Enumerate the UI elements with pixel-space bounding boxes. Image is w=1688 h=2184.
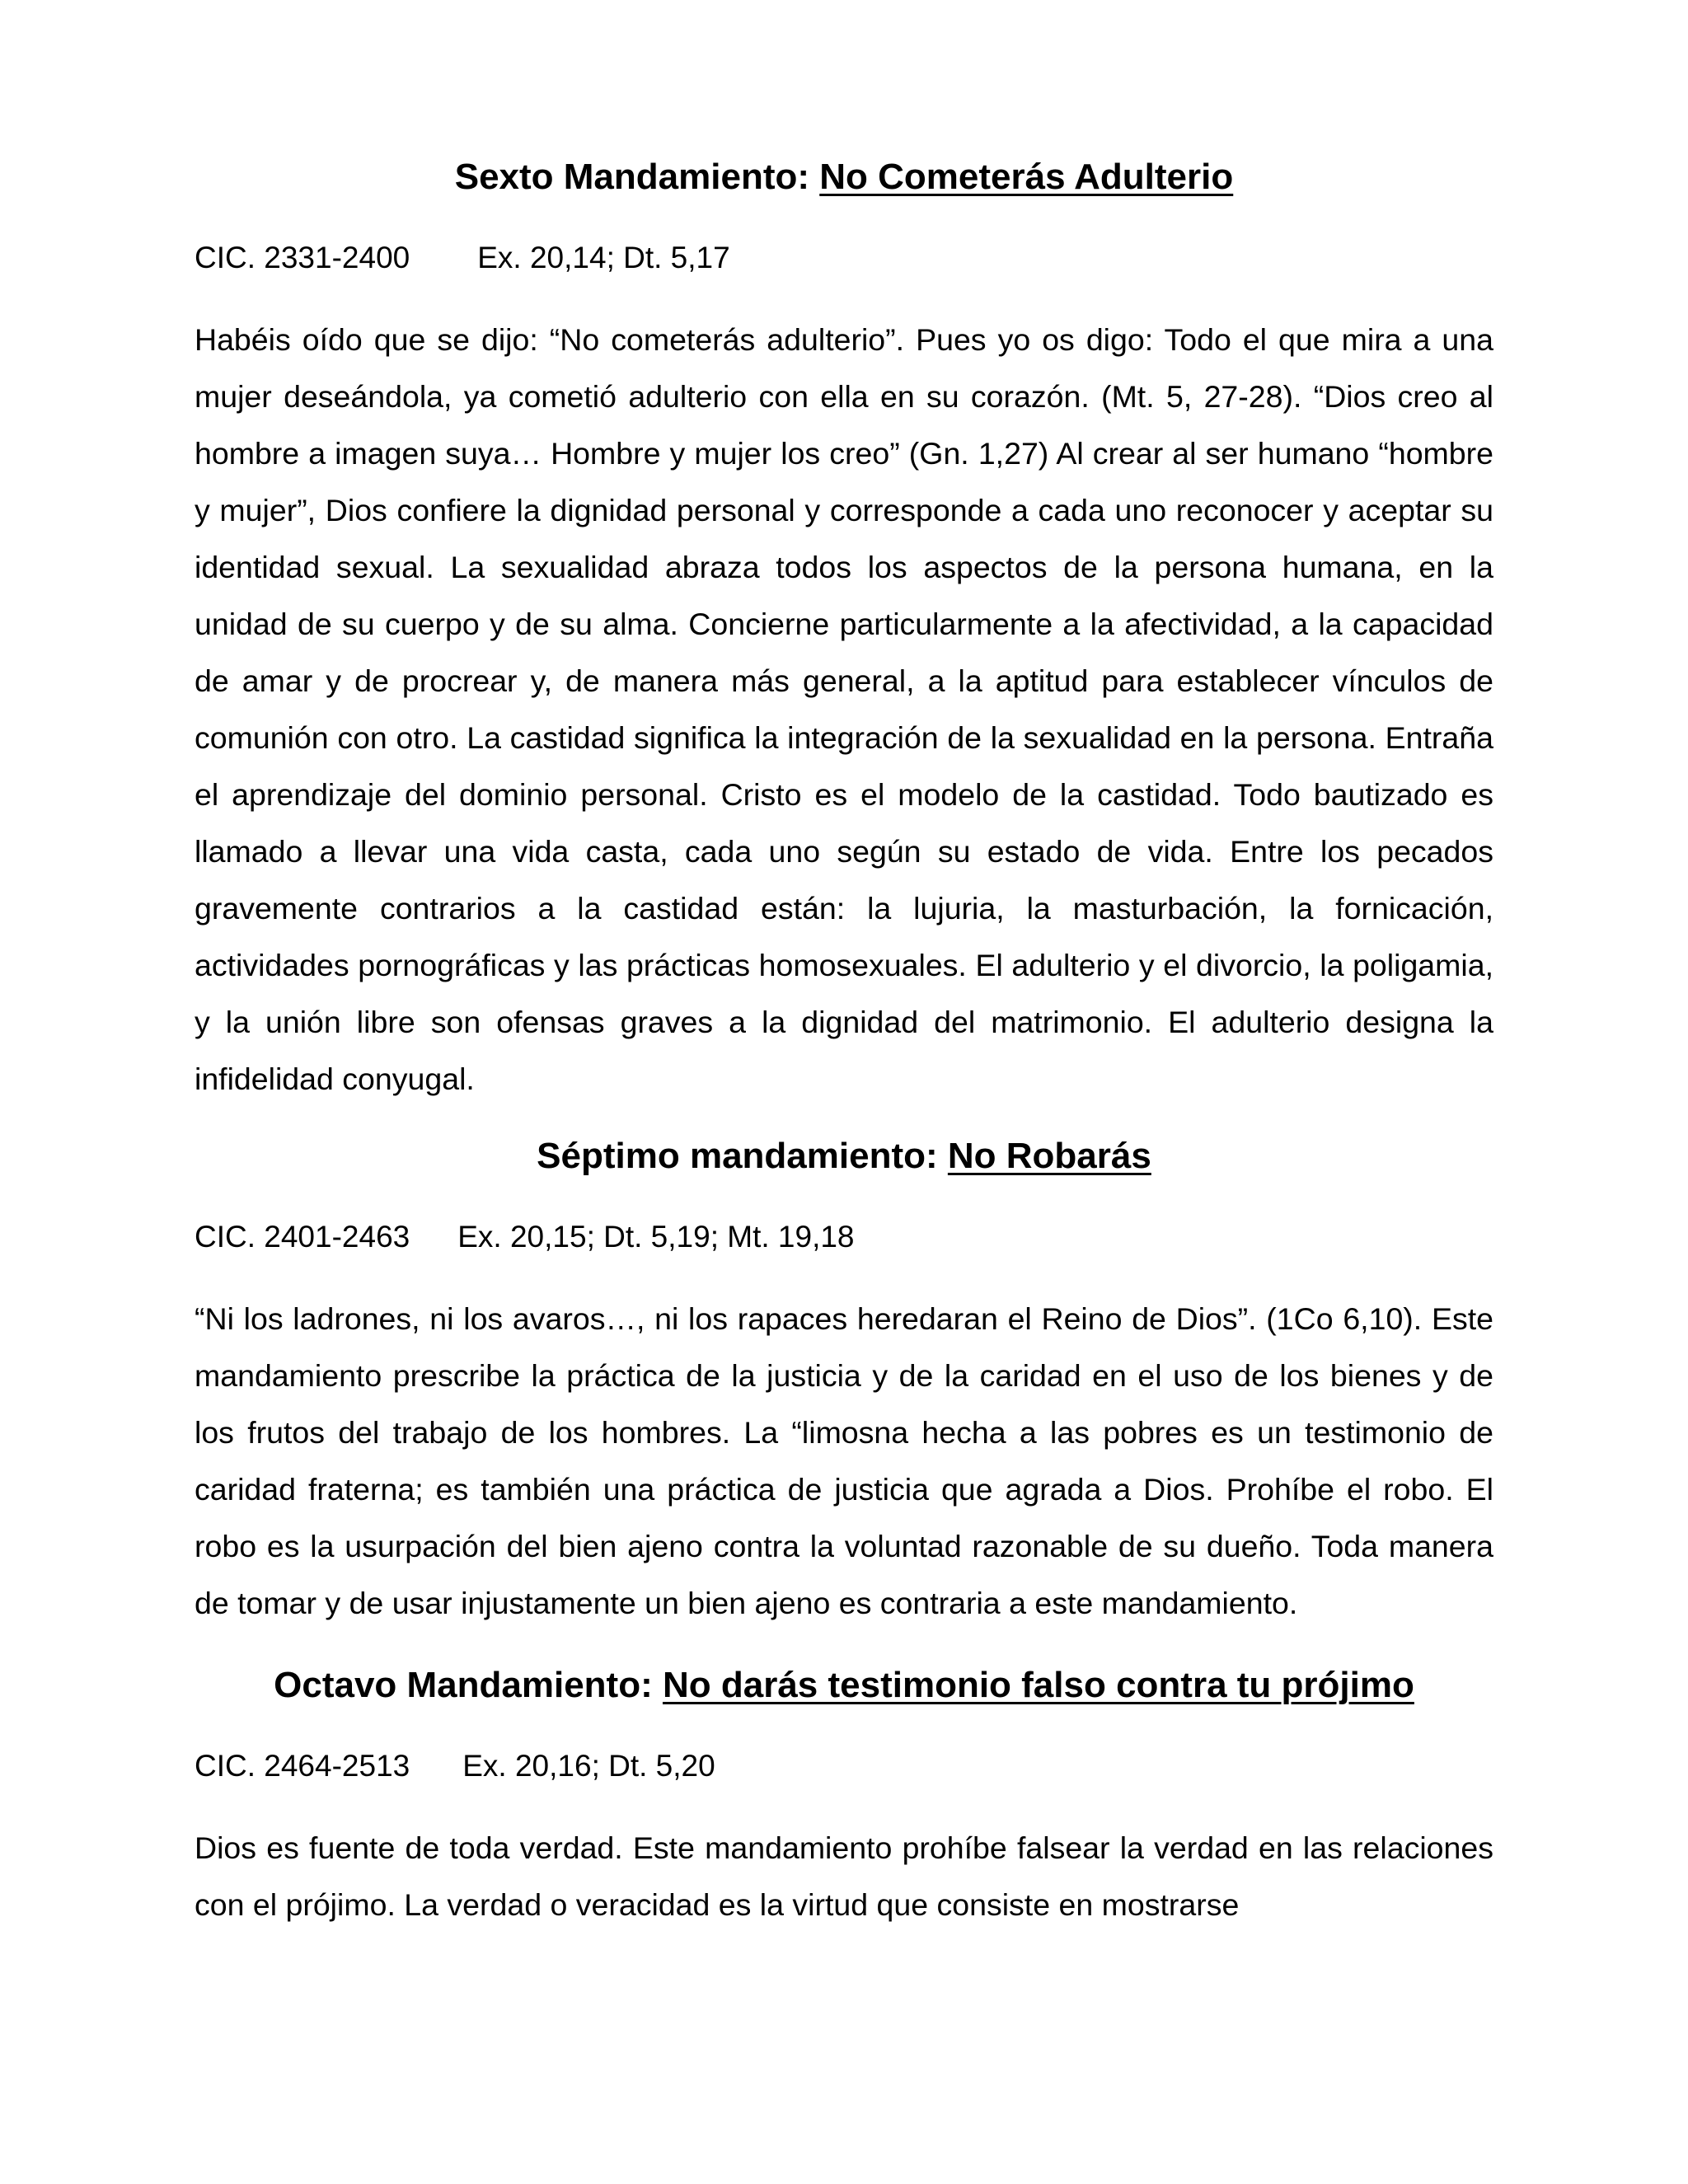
heading-title: No Cometerás Adulterio [819,157,1234,197]
reference-bible: Ex. 20,16; Dt. 5,20 [462,1749,715,1783]
heading-prefix: Octavo Mandamiento: [274,1665,663,1705]
section-septimo-mandamiento [195,1132,1493,1632]
section-octavo-mandamiento [195,1661,1493,1933]
section-body: “Ni los ladrones, ni los avaros…, ni los rapaces heredaran el Reino de Dios”. (1Co 6,10). Este mandamiento prescribe la práctica de la justicia y de la caridad en el uso de los bienes y de los frutos del trabajo de los hombres. La “limosna hecha a las pobres es un testimonio de caridad fraterna; es también una práctica de justicia que agrada a Dios. Prohíbe el robo. El robo es la usurpación del bien ajeno contra la voluntad razonable de su dueño. Toda manera de tomar y de usar injustamente un bien ajeno es contraria a este mandamiento. [195,1301,1493,1620]
section-heading [195,1132,1493,1180]
reference-line [195,1746,1493,1787]
reference-cic: CIC. 2401-2463 [195,1220,410,1254]
heading-prefix: Séptimo mandamiento: [537,1136,948,1176]
reference-cic: CIC. 2331-2400 [195,241,410,274]
section-heading [195,1661,1493,1709]
reference-line [195,237,1493,279]
heading-prefix: Sexto Mandamiento: [454,157,820,197]
section-body: Dios es fuente de toda verdad. Este mandamiento prohíbe falsear la verdad en las relaciones con el prójimo. La verdad o veracidad es la virtud que consiste en mostrarse [195,1830,1493,1922]
heading-title: No darás testimonio falso contra tu prójimo [662,1665,1414,1705]
section-sexto-mandamiento [195,153,1493,1108]
heading-title: No Robarás [947,1136,1151,1176]
reference-line [195,1216,1493,1258]
section-heading [195,153,1493,201]
reference-bible: Ex. 20,14; Dt. 5,17 [477,241,730,274]
reference-cic: CIC. 2464-2513 [195,1749,410,1783]
reference-bible: Ex. 20,15; Dt. 5,19; Mt. 19,18 [457,1220,855,1254]
section-body: Habéis oído que se dijo: “No cometerás adulterio”. Pues yo os digo: Todo el que mira a una mujer deseándola, ya cometió adulterio con ella en su corazón. (Mt. 5, 27-28). “Dios creo al hombre a imagen suya… Hombre y mujer los creo” (Gn. 1,27) Al crear al ser humano “hombre y mujer”, Dios confiere la dignidad personal y corresponde a cada uno reconocer y aceptar su identidad sexual. La sexualidad abraza todos los aspectos de la persona humana, en la unidad de su cuerpo y de su alma. Concierne particularmente a la afectividad, a la capacidad de amar y de procrear y, de manera más general, a la aptitud para establecer vínculos de comunión con otro. La castidad significa la integración de la sexualidad en la persona. Entraña el aprendizaje del dominio personal. Cristo es el modelo de la castidad. Todo bautizado es llamado a llevar una vida casta, cada uno según su estado de vida. Entre los pecados gravemente contrarios a la castidad están: la lujuria, la masturbación, la fornicación, actividades pornográficas y las prácticas homosexuales. El adulterio y el divorcio, la poligamia, y la unión libre son ofensas graves a la dignidad del matrimonio. El adulterio designa la infidelidad conyugal. [195,322,1493,1096]
